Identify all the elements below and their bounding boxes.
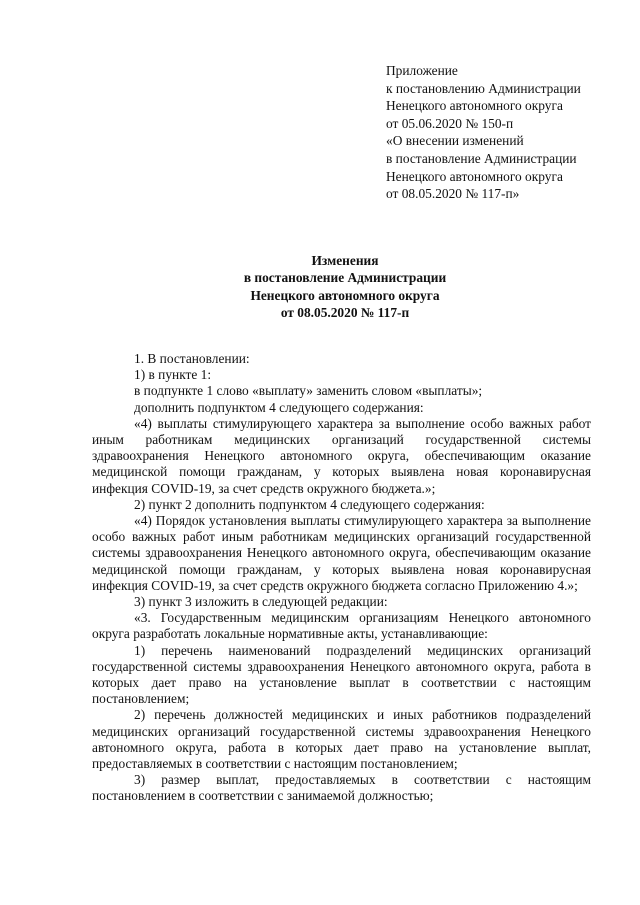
appendix-line: Ненецкого автономного округа [386, 98, 563, 114]
paragraph: «3. Государственным медицинским организациям Ненецкого автономного округа разработать локальные нормативные акты, устанавливающие: [92, 610, 591, 642]
paragraph: «4) выплаты стимулирующего характера за выполнение особо важных работ иным работникам медицинских организаций государственной системы здравоохранения Ненецкого автономного округа, обеспечивающим оказание медицинской помощи гражданам, у которых выявлена новая коронавирусная инфекция COVID-19, за счет средств окружного бюджета.»; [92, 415, 591, 496]
paragraph: 1. В постановлении: [134, 351, 250, 366]
appendix-line: в постановление Администрации [386, 150, 577, 166]
title-line: Ненецкого автономного округа [250, 287, 440, 303]
appendix-line: «О внесении изменений [386, 133, 524, 149]
appendix-line: от 05.06.2020 № 150-п [386, 115, 514, 131]
appendix-line: от 08.05.2020 № 117-п» [386, 186, 520, 202]
paragraph: 1) перечень наименований подразделений медицинских организаций государственной системы здравоохранения Ненецкого автономного округа, работа в которых дает право на установление выплат в соответствии с настоящим постановлением; [92, 642, 591, 707]
document-title [96, 252, 594, 322]
paragraph: 1) в пункте 1: [134, 367, 212, 383]
document-body [92, 351, 591, 805]
paragraph: в подпункте 1 слово «выплату» заменить словом «выплаты»; [134, 383, 483, 399]
appendix-block [386, 62, 626, 203]
paragraph: дополнить подпунктом 4 следующего содержания: [134, 399, 424, 415]
title-line: Изменения [311, 253, 379, 268]
paragraph: 2) перечень должностей медицинских и иных работников подразделений медицинских организаций государственной системы здравоохранения Ненецкого автономного округа, работа в которых дает право на установление выплат, предоставляемых в соответствии с настоящим постановлением; [92, 707, 591, 772]
appendix-line: Приложение [386, 63, 458, 78]
paragraph: «4) Порядок установления выплаты стимулирующего характера за выполнение особо важных работ иным работникам медицинских организаций государственной системы здравоохранения Ненецкого автономного округа, обеспечивающим оказание медицинской помощи гражданам, у которых выявлена новая коронавирусная инфекция COVID-19, за счет средств окружного бюджета согласно Приложению 4.»; [92, 513, 591, 593]
paragraph: 2) пункт 2 дополнить подпунктом 4 следующего содержания: [134, 496, 485, 512]
paragraph: 3) пункт 3 изложить в следующей редакции: [134, 594, 388, 610]
appendix-line: к постановлению Администрации [386, 80, 581, 96]
title-line: от 08.05.2020 № 117-п [280, 305, 410, 321]
appendix-line: Ненецкого автономного округа [386, 168, 563, 184]
paragraph: 3) размер выплат, предоставляемых в соответствии с настоящим постановлением в соответствии с занимаемой должностью; [92, 772, 591, 804]
title-line: в постановление Администрации [243, 270, 447, 286]
